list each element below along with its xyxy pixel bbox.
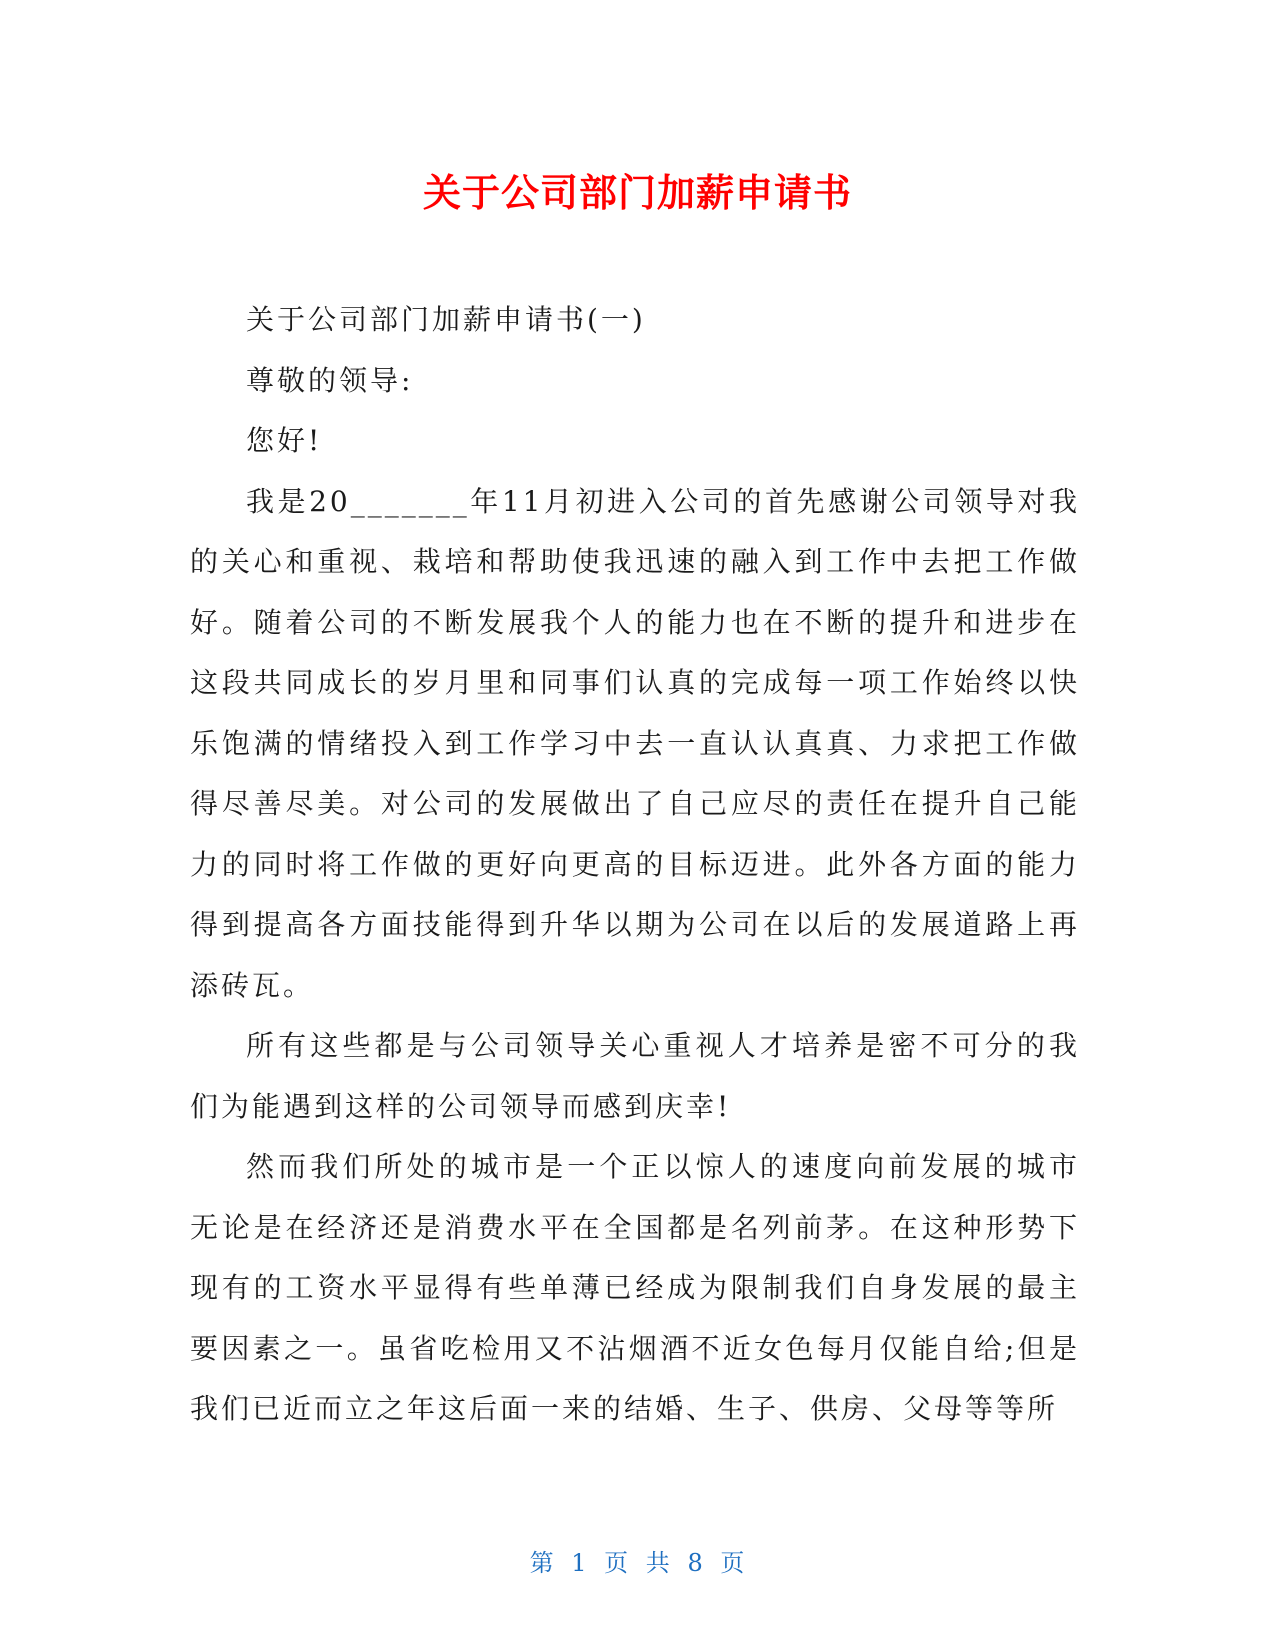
paragraph-greeting: 您好! [246, 424, 323, 457]
paragraph-heading: 关于公司部门加薪申请书(一) [246, 303, 646, 336]
paragraph-body-2: 所有这些都是与公司领导关心重视人才培养是密不可分的我们为能遇到这样的公司领导而感到庆幸! [190, 1029, 1080, 1123]
document-title: 关于公司部门加薪申请书 [422, 171, 852, 215]
document-body [190, 290, 1080, 1440]
paragraph-body-3: 然而我们所处的城市是一个正以惊人的速度向前发展的城市无论是在经济还是消费水平在全国都是名列前茅。在这种形势下现有的工资水平显得有些单薄已经成为限制我们自身发展的最主要因素之一。虽省吃检用又不沾烟酒不近女色每月仅能自给;但是我们已近而立之年这后面一来的结婚、生子、供房、父母等等所 [190, 1150, 1080, 1425]
paragraph-salutation: 尊敬的领导: [246, 363, 414, 397]
page-footer: 第 1 页 共 8 页 [529, 1549, 746, 1577]
paragraph-body-1: 我是20_______年11月初进入公司的首先感谢公司领导对我的关心和重视、栽培和帮助使我迅速的融入到工作中去把工作做好。随着公司的不断发展我个人的能力也在不断的提升和进步在这段共同成长的岁月里和同事们认真的完成每一项工作始终以快乐饱满的情绪投入到工作学习中去一直认认真真、力求把工作做得尽善尽美。对公司的发展做出了自己应尽的责任在提升自己能力的同时将工作做的更好向更高的目标迈进。此外各方面的能力得到提高各方面技能得到升华以期为公司在以后的发展道路上再添砖瓦。 [190, 484, 1080, 1002]
